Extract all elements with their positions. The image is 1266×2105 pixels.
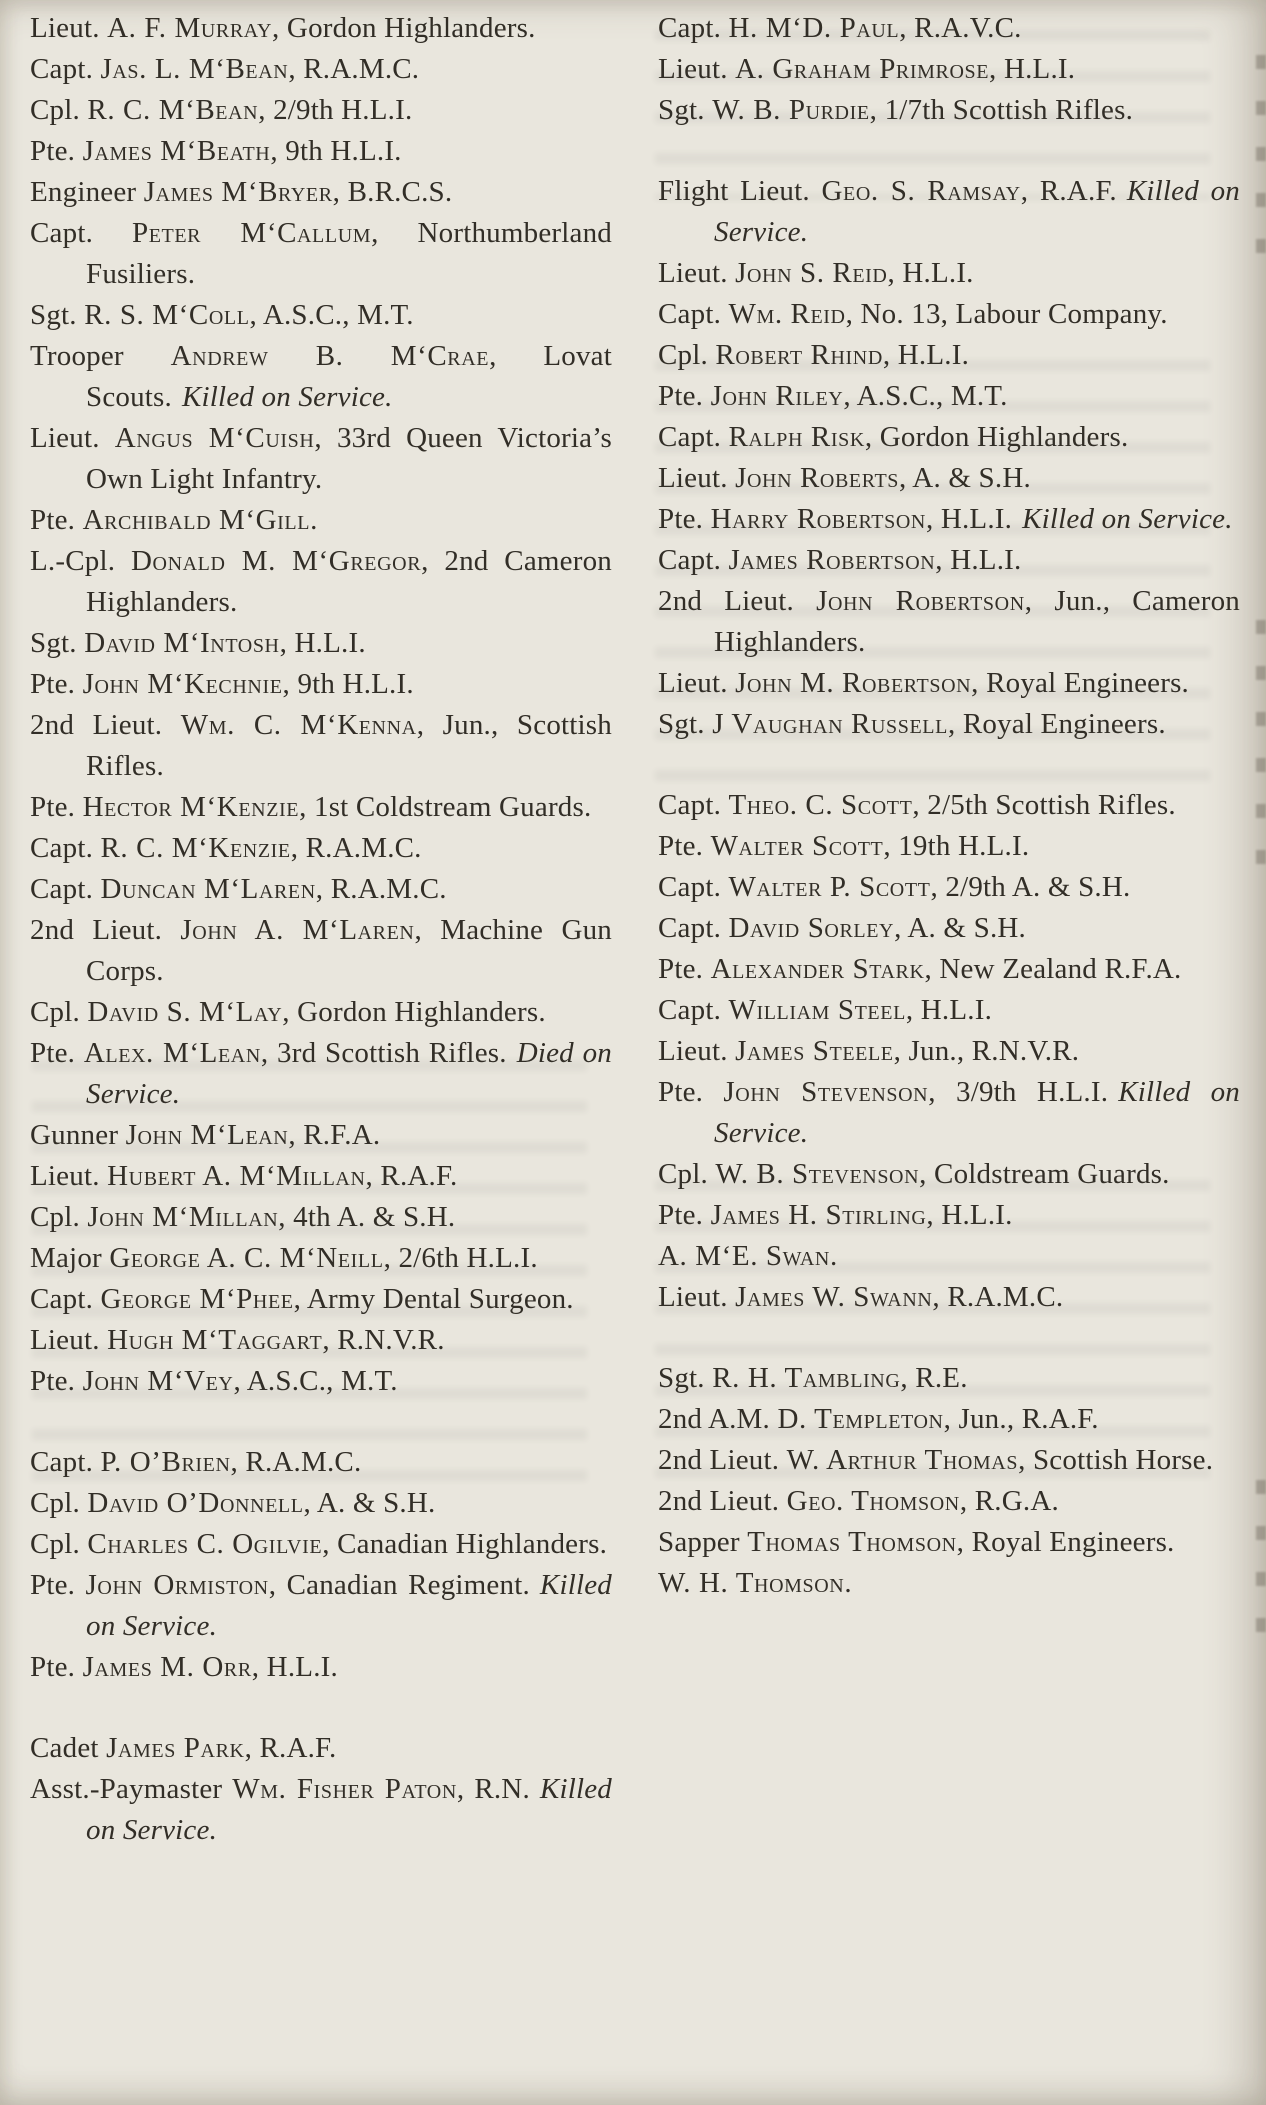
list-item [30, 1769, 612, 1851]
name-text: W. Arthur Thomas [786, 1444, 1019, 1476]
name-text: D. Templeton [777, 1403, 944, 1435]
unit-text: , R.A.M.C. [932, 1281, 1064, 1313]
rank-text: Cpl. [658, 1158, 716, 1190]
name-text: Charles C. Ogilvie [87, 1528, 323, 1560]
unit-text: , R.E. [900, 1362, 968, 1394]
rank-text: Asst.-Paymaster [30, 1773, 233, 1805]
list-item [658, 8, 1240, 49]
unit-text: , A. & S.H. [899, 462, 1031, 494]
name-text: Ralph Risk [728, 421, 865, 453]
unit-text: , 19th H.L.I. [883, 830, 1030, 862]
unit-text: , R.A.F. [365, 1160, 458, 1192]
unit-text: , H.L.I. [935, 544, 1022, 576]
name-text: George A. C. M‘Neill [109, 1242, 384, 1274]
name-text: Robert Rhind [715, 339, 883, 371]
list-item [30, 623, 612, 664]
unit-text: , H.L.I. [887, 257, 974, 289]
rank-text: 2nd Lieut. [658, 585, 817, 617]
list-item [30, 49, 612, 90]
list-item [30, 1197, 612, 1238]
list-item [30, 828, 612, 869]
unit-text: , 3rd Scottish Rifles. [260, 1037, 507, 1069]
name-text: Hugh M‘Taggart [107, 1324, 323, 1356]
unit-text: , R.F.A. [288, 1119, 381, 1151]
list-item [658, 458, 1240, 499]
unit-text: , Royal Engineers. [947, 708, 1166, 740]
rank-text: Capt. [658, 912, 729, 944]
name-text: Angus M‘Cuish [114, 422, 315, 454]
name-text: H. M‘D. Paul [728, 12, 900, 44]
unit-text: , A.S.C., M.T. [843, 380, 1008, 412]
name-text: Peter M‘Callum [131, 217, 372, 249]
unit-text: , Scottish Horse. [1018, 1444, 1214, 1476]
rank-text: Pte. [658, 830, 711, 862]
rank-text: Lieut. [658, 667, 736, 699]
name-text: P. O’Brien [100, 1446, 231, 1478]
unit-text: , 9th H.L.I. [270, 135, 402, 167]
name-text: Alexander Stark [710, 953, 925, 985]
rank-text: Engineer [30, 176, 144, 208]
rank-text: Capt. [30, 873, 101, 905]
list-item [30, 90, 612, 131]
rank-text: Lieut. [658, 53, 736, 85]
rank-text: 2nd Lieut. [658, 1485, 787, 1517]
list-item [658, 335, 1240, 376]
list-item [658, 1563, 1240, 1604]
name-text: Jas. L. M‘Bean [100, 53, 289, 85]
list-item [30, 8, 612, 49]
name-text: R. C. M‘Kenzie [100, 832, 291, 864]
rank-text: Capt. [658, 994, 729, 1026]
name-text: David M‘Intosh [84, 627, 280, 659]
unit-text: , R.A.M.C. [288, 53, 420, 85]
unit-text: , Gordon Highlanders. [272, 12, 536, 44]
unit-text: , Jun., R.A.F. [943, 1403, 1099, 1435]
rank-text: Lieut. [658, 1281, 736, 1313]
unit-text: . [310, 504, 318, 536]
rank-text: Flight Lieut. [658, 175, 822, 207]
name-text: Theo. C. Scott [728, 789, 913, 821]
list-item [30, 1565, 612, 1647]
rank-text: Cpl. [30, 1201, 88, 1233]
list-item [658, 704, 1240, 745]
unit-text: , H.L.I. [279, 627, 366, 659]
unit-text: , No. 13, Labour Company. [845, 298, 1168, 330]
list-item [658, 1031, 1240, 1072]
list-item [30, 1320, 612, 1361]
name-text: John M‘Millan [87, 1201, 279, 1233]
list-item [30, 213, 612, 295]
name-text: Walter Scott [710, 830, 884, 862]
rank-text: Sapper [658, 1526, 748, 1558]
name-text: George M‘Phee [100, 1283, 294, 1315]
list-item [658, 49, 1240, 90]
unit-text: , R.G.A. [959, 1485, 1059, 1517]
column-left [30, 8, 612, 1851]
name-text: David Sorley [728, 912, 895, 944]
unit-text: , R.N. [456, 1773, 530, 1805]
unit-text: , Northumberland Fusiliers. [86, 217, 612, 290]
name-text: Wm. Fisher Paton [232, 1773, 457, 1805]
unit-text: , Gordon Highlanders. [282, 996, 546, 1028]
rank-text: 2nd Lieut. [30, 914, 181, 946]
rank-text: Pte. [658, 503, 711, 535]
unit-text: , Army Dental Surgeon. [293, 1283, 574, 1315]
unit-text: , A.S.C., M.T. [233, 1365, 398, 1397]
name-text: James Park [106, 1732, 245, 1764]
list-item [30, 1238, 612, 1279]
list-item [658, 908, 1240, 949]
unit-text: , 4th A. & S.H. [278, 1201, 456, 1233]
name-text: John M. Robertson [735, 667, 972, 699]
rank-text: Cpl. [30, 1487, 88, 1519]
name-text: Donald M. M‘Gregor [130, 545, 422, 577]
list-item [658, 663, 1240, 704]
list-item [30, 1033, 612, 1115]
list-item [658, 949, 1240, 990]
name-text: Andrew B. M‘Crae [170, 340, 490, 372]
list-item [658, 1072, 1240, 1154]
unit-text: , 2/6th H.L.I. [383, 1242, 538, 1274]
rank-text: Pte. [658, 1199, 711, 1231]
unit-text: , 2/9th H.L.I. [258, 94, 413, 126]
list-item [30, 664, 612, 705]
service-note: Killed on Service. [86, 1773, 612, 1846]
service-note: Killed on Service. [86, 1569, 612, 1642]
rank-text: Pte. [658, 1076, 724, 1108]
unit-text: . [844, 1567, 852, 1599]
name-text: James M‘Beath [82, 135, 271, 167]
unit-text: , R.A.F. [1020, 175, 1117, 207]
rank-text: Capt. [658, 789, 729, 821]
rank-text: Capt. [658, 12, 729, 44]
rank-text: 2nd Lieut. [658, 1444, 787, 1476]
unit-text: , H.L.I. [926, 1199, 1013, 1231]
unit-text: , 3/9th H.L.I. [928, 1076, 1109, 1108]
unit-text: , Canadian Regiment. [268, 1569, 530, 1601]
list-item [30, 295, 612, 336]
list-item [30, 336, 612, 418]
rank-text: Pte. [30, 504, 83, 536]
rank-text: Sgt. [658, 1362, 713, 1394]
rank-text: Cadet [30, 1732, 107, 1764]
list-item [658, 1399, 1240, 1440]
name-text: John Stevenson [723, 1076, 929, 1108]
list-item [30, 992, 612, 1033]
unit-text: , A. & S.H. [894, 912, 1026, 944]
unit-text: , R.A.M.C. [315, 873, 447, 905]
list-item [30, 910, 612, 992]
name-text: W. B. Stevenson [715, 1158, 920, 1190]
unit-text: , A. & S.H. [303, 1487, 436, 1519]
list-item [30, 705, 612, 787]
unit-text: , H.L.I. [905, 994, 993, 1026]
name-text: John S. Reid [735, 257, 888, 289]
name-text: John Ormiston [85, 1569, 269, 1601]
rank-text: Cpl. [30, 996, 88, 1028]
name-text: A. Graham Primrose [735, 53, 990, 85]
list-item [30, 1361, 612, 1402]
list-item [30, 1483, 612, 1524]
list-item [658, 1481, 1240, 1522]
list-item [658, 253, 1240, 294]
rank-text: Pte. [30, 1651, 83, 1683]
unit-text: , 2nd Cameron Highlanders. [86, 545, 612, 618]
unit-text: , Machine Gun Corps. [86, 914, 612, 987]
name-text: W. H. Thomson [658, 1567, 845, 1599]
rank-text: Pte. [30, 668, 83, 700]
rank-text: Pte. [30, 1037, 84, 1069]
list-item [658, 1277, 1240, 1318]
list-item [30, 1647, 612, 1688]
name-text: James M. Orr [82, 1651, 252, 1683]
rank-text: Pte. [30, 791, 83, 823]
rank-text: Capt. [658, 871, 729, 903]
rank-text: Cpl. [30, 94, 88, 126]
name-text: R. C. M‘Bean [87, 94, 259, 126]
unit-text: , New Zealand R.F.A. [924, 953, 1182, 985]
rank-text: Cpl. [30, 1528, 88, 1560]
list-item [30, 1728, 612, 1769]
service-note: Killed on Service. [714, 175, 1240, 248]
list-item [658, 1440, 1240, 1481]
unit-text: . [829, 1240, 838, 1272]
rank-text: 2nd A.M. [658, 1403, 778, 1435]
rank-text: Capt. [30, 217, 132, 249]
name-text: Geo. Thomson [786, 1485, 960, 1517]
rank-text: Lieut. [30, 422, 115, 454]
rank-text: Pte. [658, 953, 711, 985]
rank-text: Sgt. [30, 627, 85, 659]
unit-text: , Coldstream Guards. [919, 1158, 1170, 1190]
name-text: Alex. M‘Lean [83, 1037, 261, 1069]
name-text: John M‘Kechnie [82, 668, 283, 700]
name-text: W. B. Purdie [712, 94, 870, 126]
name-text: James Steele [735, 1035, 894, 1067]
unit-text: , H.L.I. [882, 339, 970, 371]
rank-text: Capt. [30, 832, 101, 864]
name-text: Wm. Reid [728, 298, 846, 330]
unit-text: , 2/5th Scottish Rifles. [912, 789, 1176, 821]
list-item [658, 1522, 1240, 1563]
unit-text: , H.L.I. [251, 1651, 338, 1683]
list-item [658, 294, 1240, 335]
name-text: John Riley [710, 380, 844, 412]
list-item [658, 1195, 1240, 1236]
unit-text: , R.A.M.C. [290, 832, 422, 864]
rank-text: Lieut. [658, 462, 736, 494]
rank-text: Cpl. [658, 339, 716, 371]
list-item [30, 1279, 612, 1320]
rank-text: Sgt. [658, 708, 713, 740]
list-item [658, 785, 1240, 826]
name-text: John Robertson [816, 585, 1025, 617]
rank-text: Sgt. [30, 299, 85, 331]
list-item [658, 1236, 1240, 1277]
unit-text: , Canadian Highlanders. [322, 1528, 608, 1560]
name-text: Walter P. Scott [728, 871, 931, 903]
list-item [658, 1154, 1240, 1195]
list-item [30, 541, 612, 623]
name-text: David S. M‘Lay [87, 996, 283, 1028]
list-item [658, 376, 1240, 417]
name-text: A. F. Murray [107, 12, 273, 44]
rank-text: Lieut. [658, 1035, 736, 1067]
rank-text: Trooper [30, 340, 171, 372]
rank-text: Major [30, 1242, 110, 1274]
unit-text: , Lovat Scouts. [86, 340, 613, 413]
name-text: John M‘Vey [82, 1365, 234, 1397]
list-item [658, 499, 1240, 540]
rank-text: Lieut. [30, 1324, 108, 1356]
list-item [30, 172, 612, 213]
unit-text: , Jun., Scottish Rifles. [86, 709, 612, 782]
list-item [658, 581, 1240, 663]
rank-text: Capt. [658, 421, 729, 453]
unit-text: , Jun., Cameron Highlanders. [714, 585, 1240, 658]
name-text: Archibald M‘Gill [82, 504, 311, 536]
list-item [658, 540, 1240, 581]
rank-text: Capt. [658, 544, 729, 576]
list-item [658, 1358, 1240, 1399]
name-text: Wm. C. M‘Kenna [180, 709, 417, 741]
unit-text: , 9th H.L.I. [282, 668, 414, 700]
list-item [658, 826, 1240, 867]
name-text: John M‘Lean [125, 1119, 289, 1151]
service-note: Died on Service. [86, 1037, 612, 1110]
unit-text: , 1st Coldstream Guards. [299, 791, 592, 823]
column-right [658, 8, 1240, 1851]
name-text: William Steel [728, 994, 906, 1026]
rank-text: Capt. [30, 53, 101, 85]
name-text: Geo. S. Ramsay [821, 175, 1021, 207]
rank-text: Pte. [658, 380, 711, 412]
list-item [658, 867, 1240, 908]
name-text: Harry Robertson [710, 503, 926, 535]
name-text: David O’Donnell [87, 1487, 304, 1519]
unit-text: , R.N.V.R. [322, 1324, 445, 1356]
list-item [30, 1115, 612, 1156]
name-text: John Roberts [735, 462, 899, 494]
unit-text: , H.L.I. [925, 503, 1013, 535]
list-item [30, 500, 612, 541]
name-text: Hubert A. M‘Millan [107, 1160, 366, 1192]
name-text: J Vaughan Russell [712, 708, 948, 740]
name-text: R. H. Tambling [712, 1362, 901, 1394]
rank-text: Capt. [30, 1446, 101, 1478]
rank-text: L.-Cpl. [30, 545, 131, 577]
list-item [658, 171, 1240, 253]
unit-text: , R.A.V.C. [899, 12, 1022, 44]
rank-text: 2nd Lieut. [30, 709, 181, 741]
name-text: James M‘Bryer [143, 176, 333, 208]
unit-text: , A.S.C., M.T. [249, 299, 414, 331]
name-text: James H. Stirling [710, 1199, 927, 1231]
unit-text: , H.L.I. [989, 53, 1076, 85]
name-text: Hector M‘Kenzie [82, 791, 300, 823]
list-item [30, 787, 612, 828]
unit-text: , 1/7th Scottish Rifles. [869, 94, 1134, 126]
list-item [30, 131, 612, 172]
rank-text: Lieut. [30, 1160, 108, 1192]
unit-text: , Gordon Highlanders. [864, 421, 1129, 453]
service-note: Killed on Service. [182, 381, 393, 413]
rank-text: Sgt. [658, 94, 713, 126]
unit-text: , Jun., R.N.V.R. [893, 1035, 1080, 1067]
name-text: Duncan M‘Laren [100, 873, 316, 905]
name-text: R. S. M‘Coll [84, 299, 250, 331]
unit-text: , 2/9th A. & S.H. [930, 871, 1131, 903]
rank-text: Capt. [658, 298, 729, 330]
name-text: James Robertson [728, 544, 936, 576]
list-item [30, 869, 612, 910]
rank-text: Gunner [30, 1119, 126, 1151]
unit-text: , Royal Engineers. [956, 1526, 1175, 1558]
service-note: Killed on Service. [1022, 503, 1233, 535]
name-text: James W. Swann [735, 1281, 933, 1313]
list-item [658, 990, 1240, 1031]
rank-text: Pte. [30, 135, 83, 167]
name-text: Thomas Thomson [747, 1526, 957, 1558]
rank-text: Pte. [30, 1365, 83, 1397]
unit-text: , R.A.F. [244, 1732, 337, 1764]
name-text: John A. M‘Laren [180, 914, 415, 946]
rank-text: Pte. [30, 1569, 86, 1601]
unit-text: , R.A.M.C. [230, 1446, 362, 1478]
list-item [30, 1442, 612, 1483]
list-item [30, 1524, 612, 1565]
rank-text: Lieut. [658, 257, 736, 289]
rank-text: Lieut. [30, 12, 108, 44]
name-text: A. M‘E. Swan [658, 1240, 830, 1272]
rank-text: Capt. [30, 1283, 101, 1315]
list-item [658, 417, 1240, 458]
list-item [30, 418, 612, 500]
list-item [30, 1156, 612, 1197]
service-note: Killed on Service. [714, 1076, 1241, 1149]
unit-text: , B.R.C.S. [332, 176, 453, 208]
list-item [658, 90, 1240, 131]
unit-text: , Royal Engineers. [971, 667, 1190, 699]
unit-text: , 33rd Queen Victoria’s Own Light Infantry. [86, 422, 612, 495]
